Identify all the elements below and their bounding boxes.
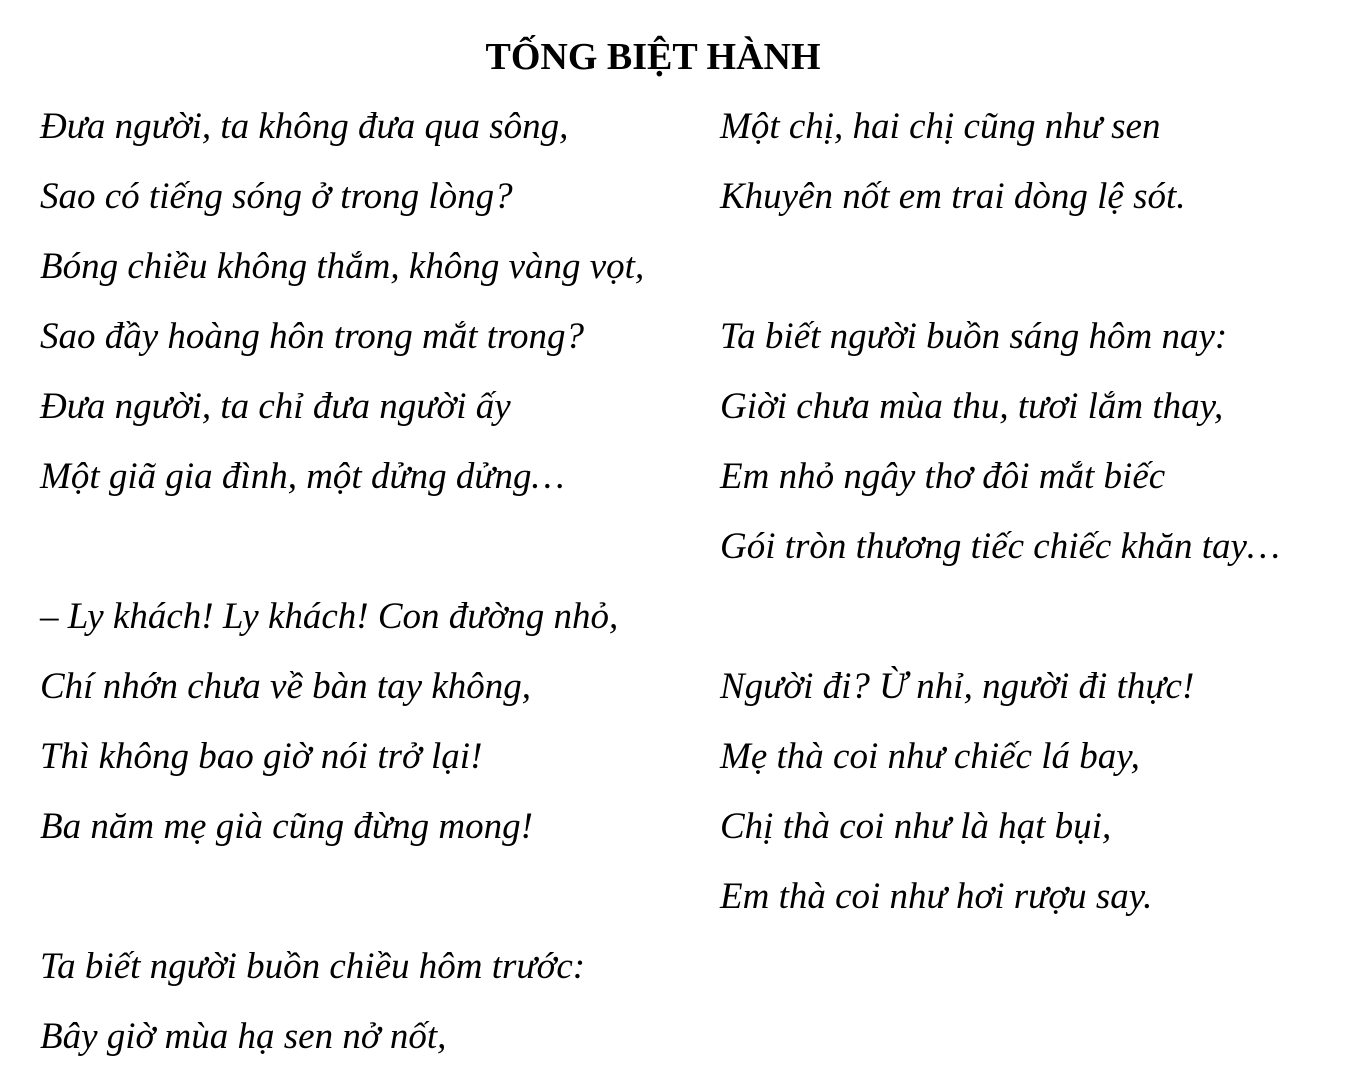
poem-line: – Ly khách! Ly khách! Con đường nhỏ,	[40, 596, 619, 637]
poem-line: Người đi? Ừ nhỉ, người đi thực!	[720, 666, 1195, 707]
stanza-break	[40, 522, 700, 592]
poem-title: TỐNG BIỆT HÀNH	[485, 36, 821, 78]
stanza-break	[720, 592, 1350, 662]
poem-line: Em thà coi như hơi rượu say.	[720, 876, 1153, 917]
poem-line: Sao đầy hoàng hôn trong mắt trong?	[40, 316, 585, 357]
poem-line: Đưa người, ta không đưa qua sông,	[40, 106, 569, 147]
poem-left-column	[40, 102, 700, 1082]
poem-line: Chí nhớn chưa về bàn tay không,	[40, 666, 532, 707]
poem-line: Ta biết người buồn sáng hôm nay:	[720, 316, 1228, 357]
poem-line: Đưa người, ta chỉ đưa người ấy	[40, 386, 511, 427]
poem-line: Sao có tiếng sóng ở trong lòng?	[40, 176, 513, 217]
poem-line: Ba năm mẹ già cũng đừng mong!	[40, 806, 533, 847]
poem-line: Mẹ thà coi như chiếc lá bay,	[720, 736, 1140, 777]
poem-line: Chị thà coi như là hạt bụi,	[720, 806, 1112, 847]
poem-line: Khuyên nốt em trai dòng lệ sót.	[720, 176, 1186, 217]
poem-line: Bây giờ mùa hạ sen nở nốt,	[40, 1016, 447, 1057]
poem-line: Ta biết người buồn chiều hôm trước:	[40, 946, 586, 987]
stanza-break	[720, 242, 1350, 312]
poem-line: Bóng chiều không thắm, không vàng vọt,	[40, 246, 645, 287]
poem-line: Một chị, hai chị cũng như sen	[720, 106, 1161, 147]
poem-line: Em nhỏ ngây thơ đôi mắt biếc	[720, 456, 1166, 497]
poem-right-column	[720, 102, 1350, 942]
poem-line: Một giã gia đình, một dửng dửng…	[40, 456, 565, 497]
poem-line: Thì không bao giờ nói trở lại!	[40, 736, 483, 777]
stanza-break	[40, 872, 700, 942]
poem-line: Gói tròn thương tiếc chiếc khăn tay…	[720, 526, 1280, 567]
poem-line: Giời chưa mùa thu, tươi lắm thay,	[720, 386, 1224, 427]
